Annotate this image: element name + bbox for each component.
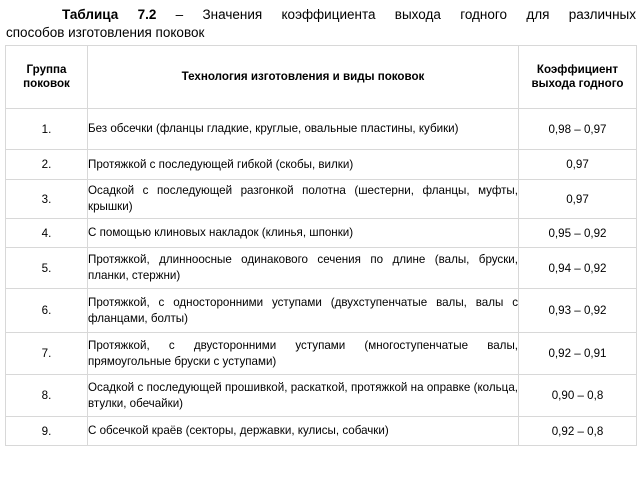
row-coefficient: 0,97 <box>519 150 637 180</box>
table-row <box>6 333 637 375</box>
table-row <box>6 417 637 446</box>
row-number: 3. <box>6 180 88 219</box>
caption-line-2: способов изготовления поковок <box>6 25 205 40</box>
row-technology: Протяжкой, с односторонними уступами (двухступенчатые валы, валы с фланцами, болты) <box>88 289 519 333</box>
row-coefficient: 0,92 – 0,91 <box>519 333 637 375</box>
row-number: 4. <box>6 219 88 248</box>
row-number: 8. <box>6 375 88 417</box>
table-row <box>6 180 637 219</box>
table-row <box>6 109 637 150</box>
row-coefficient: 0,92 – 0,8 <box>519 417 637 446</box>
row-technology: Протяжкой с последующей гибкой (скобы, вилки) <box>88 150 519 180</box>
forgings-yield-table <box>5 45 637 446</box>
row-number: 9. <box>6 417 88 446</box>
row-coefficient: 0,90 – 0,8 <box>519 375 637 417</box>
row-coefficient: 0,97 <box>519 180 637 219</box>
caption-line-1 <box>6 6 636 24</box>
header-coefficient: Коэффициент выхода годного <box>519 46 637 109</box>
row-number: 5. <box>6 248 88 289</box>
row-coefficient: 0,98 – 0,97 <box>519 109 637 150</box>
row-technology: Без обсечки (фланцы гладкие, круглые, овальные пластины, кубики) <box>88 109 519 150</box>
row-technology: Протяжкой, с двусторонними уступами (многоступенчатые валы, прямоугольные бруски с уступами) <box>88 333 519 375</box>
header-row <box>6 46 637 109</box>
header-technology: Технология изготовления и виды поковок <box>88 46 519 109</box>
table-row <box>6 248 637 289</box>
table-row <box>6 289 637 333</box>
row-number: 1. <box>6 109 88 150</box>
table-row <box>6 219 637 248</box>
caption-label: Таблица 7.2 <box>62 7 157 22</box>
row-coefficient: 0,93 – 0,92 <box>519 289 637 333</box>
table-row <box>6 375 637 417</box>
row-technology: С обсечкой краёв (секторы, державки, кулисы, собачки) <box>88 417 519 446</box>
row-technology: Протяжкой, длинноосные одинакового сечения по длине (валы, бруски, планки, стержни) <box>88 248 519 289</box>
row-coefficient: 0,95 – 0,92 <box>519 219 637 248</box>
row-technology: Осадкой с последующей разгонкой полотна (шестерни, фланцы, муфты, крышки) <box>88 180 519 219</box>
row-technology: Осадкой с последующей прошивкой, раскаткой, протяжкой на оправке (кольца, втулки, обечайки) <box>88 375 519 417</box>
row-number: 7. <box>6 333 88 375</box>
row-coefficient: 0,94 – 0,92 <box>519 248 637 289</box>
table-row <box>6 150 637 180</box>
row-number: 2. <box>6 150 88 180</box>
caption-text: – Значения коэффициента выхода годного для различных <box>156 7 636 22</box>
header-group: Группа поковок <box>6 46 88 109</box>
table-caption <box>6 6 636 42</box>
row-number: 6. <box>6 289 88 333</box>
row-technology: С помощью клиновых накладок (клинья, шпонки) <box>88 219 519 248</box>
